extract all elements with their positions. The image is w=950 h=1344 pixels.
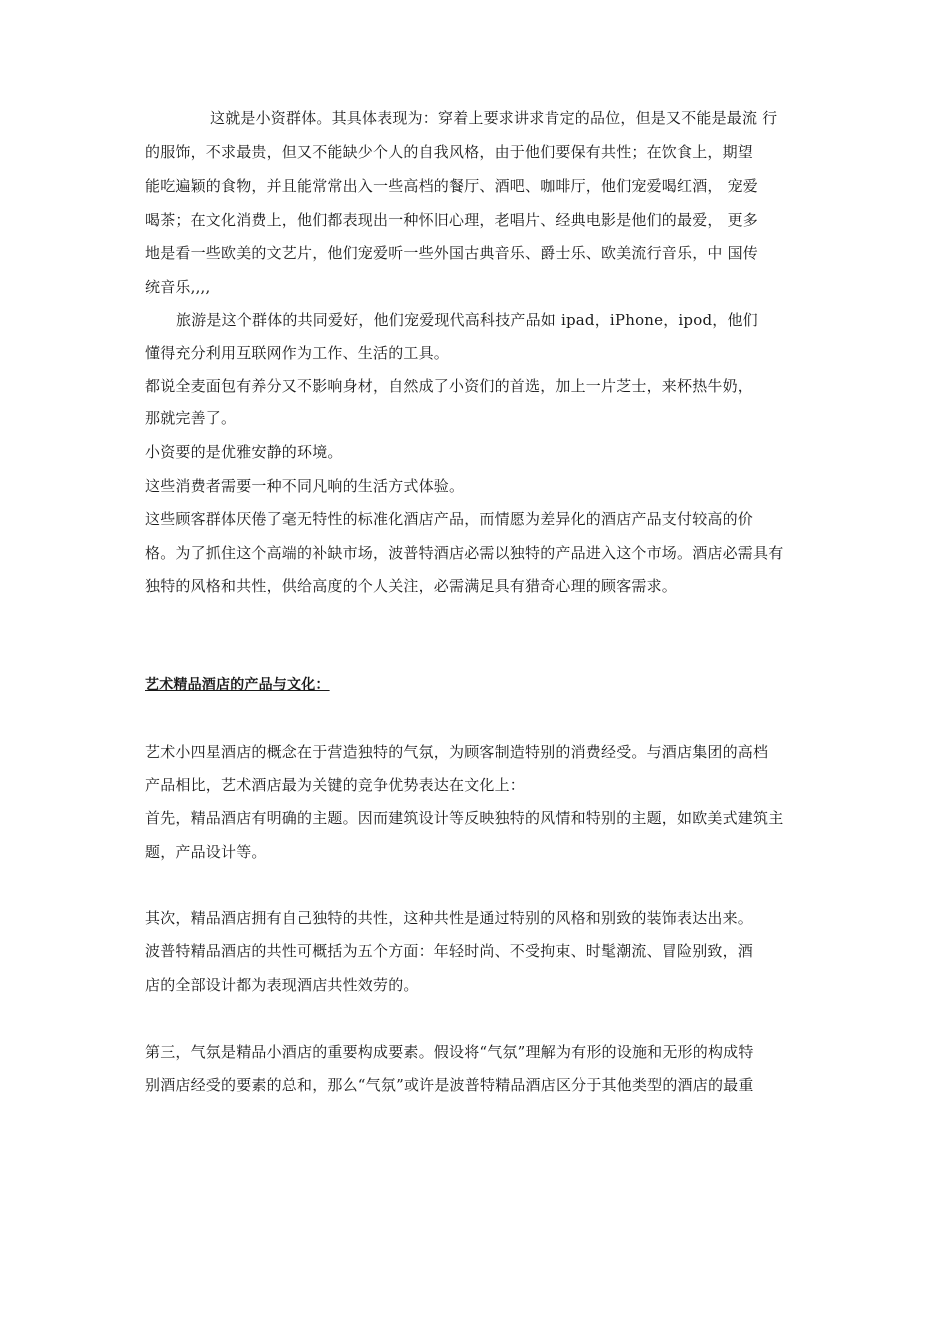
paragraph-1-line-5: 地是看一些欧美的文艺片，他们宠爱听一些外国古典音乐、爵士乐、欧美流行音乐，中 国传 <box>145 244 758 262</box>
paragraph-2-line-1: 旅游是这个群体的共同爱好，他们宠爱现代高科技产品如 ipad，iPhone，ipod，他们 <box>176 311 758 329</box>
paragraph-1-line-6: 统音乐,,,, <box>145 278 211 296</box>
section-para-3-line-3: 店的全部设计都为表现酒店共性效劳的。 <box>145 976 419 994</box>
section-para-3-line-2: 波普特精品酒店的共性可概括为五个方面：年轻时尚、不受拘束、时髦潮流、冒险别致，酒 <box>145 942 754 960</box>
paragraph-3-line-2: 那就完善了。 <box>145 409 237 427</box>
paragraph-1-line-2: 的服饰，不求最贵，但又不能缺少个人的自我风格，由于他们要保有共性；在饮食上，期望 <box>145 143 754 161</box>
section-para-3-line-1: 其次，精品酒店拥有自己独特的共性，这种共性是通过特别的风格和别致的装饰表达出来。 <box>145 909 754 927</box>
paragraph-3-line-1: 都说全麦面包有养分又不影响身材，自然成了小资们的首选，加上一片芝士，来杯热牛奶， <box>145 377 754 395</box>
paragraph-6-line-2: 格。为了抓住这个高端的补缺市场，波普特酒店必需以独特的产品进入这个市场。酒店必需具有 <box>145 544 784 562</box>
section-para-1-line-1: 艺术小四星酒店的概念在于营造独特的气氛，为顾客制造特别的消费经受。与酒店集团的高档 <box>145 743 769 761</box>
section-para-2-line-2: 题，产品设计等。 <box>145 843 267 861</box>
section-para-1-line-2: 产品相比，艺术酒店最为关键的竞争优势表达在文化上： <box>145 776 526 794</box>
paragraph-6-line-1: 这些顾客群体厌倦了毫无特性的标准化酒店产品，而情愿为差异化的酒店产品支付较高的价 <box>145 510 754 528</box>
paragraph-4-line-1: 小资要的是优雅安静的环境。 <box>145 443 343 461</box>
section-para-4-line-1: 第三，气氛是精品小酒店的重要构成要素。假设将“气氛”理解为有形的设施和无形的构成特 <box>145 1043 754 1061</box>
paragraph-2-line-2: 懂得充分利用互联网作为工作、生活的工具。 <box>145 344 450 362</box>
paragraph-1-line-3: 能吃遍颖的食物，并且能常常出入一些高档的餐厅、酒吧、咖啡厅，他们宠爱喝红酒， 宠爱 <box>145 177 758 195</box>
paragraph-5-line-1: 这些消费者需要一种不同凡响的生活方式体验。 <box>145 477 465 495</box>
section-heading: 艺术精品酒店的产品与文化： <box>145 677 330 693</box>
section-para-4-line-2: 别酒店经受的要素的总和，那么“气氛”或许是波普特精品酒店区分于其他类型的酒店的最重 <box>145 1076 754 1094</box>
paragraph-6-line-3: 独特的风格和共性，供给高度的个人关注，必需满足具有猎奇心理的顾客需求。 <box>145 577 678 595</box>
section-para-2-line-1: 首先，精品酒店有明确的主题。因而建筑设计等反映独特的风情和特别的主题，如欧美式建筑主 <box>145 809 784 827</box>
paragraph-1-line-1: 这就是小资群体。其具体表现为：穿着上要求讲求肯定的品位，但是又不能是最流 行 <box>210 109 778 127</box>
paragraph-1-line-4: 喝茶；在文化消费上，他们都表现出一种怀旧心理，老唱片、经典电影是他们的最爱， 更多 <box>145 211 758 229</box>
